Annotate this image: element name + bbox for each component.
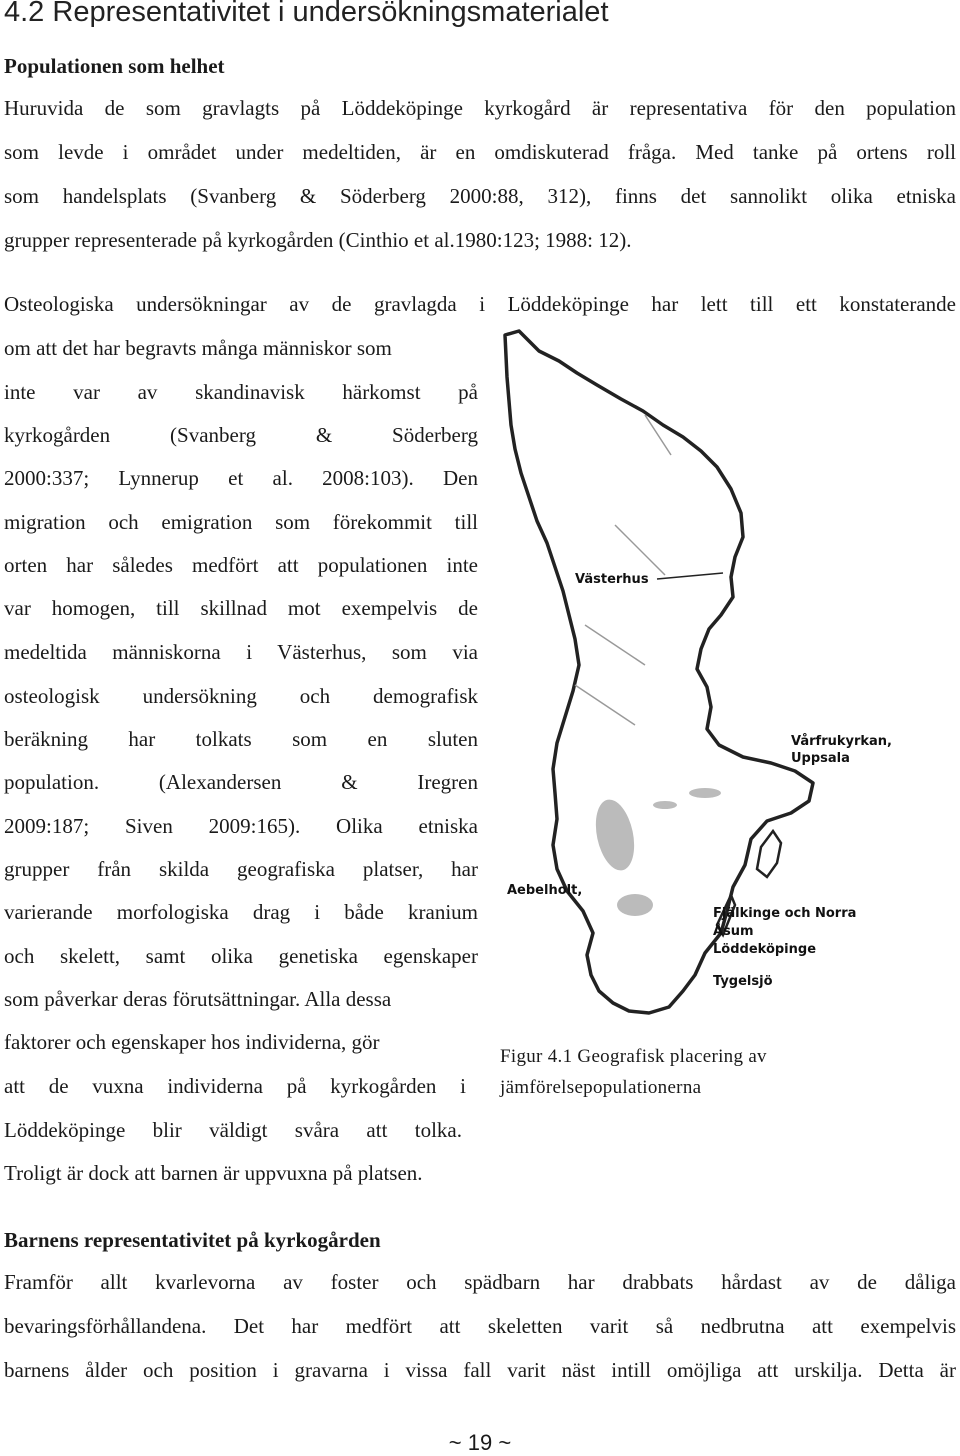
map-label-tygelsjo: Tygelsjö: [713, 974, 773, 989]
map-label-aebelholt: Aebelholt,: [507, 883, 583, 898]
para3-line: Framför allt kvarlevorna av foster och spädbarn har drabbats hårdast av de dåliga: [4, 1270, 956, 1294]
para2-column-line: migration och emigration som förekommit till: [4, 510, 478, 534]
para2-column-line: som påverkar deras förutsättningar. Alla dessa: [4, 987, 392, 1011]
para3-line: barnens ålder och position i gravarna i vissa fall varit näst intill omöjliga att urskilja. Detta är: [4, 1358, 956, 1382]
sweden-map-figure: [495, 325, 895, 1045]
map-label-varfrukyrkan: Vårfrukyrkan,: [791, 734, 892, 749]
para2-column-line: 2009:187; Siven 2009:165). Olika etniska: [4, 814, 478, 838]
section-heading: 4.2 Representativitet i undersökningsmaterialet: [4, 0, 609, 28]
gotland-island: [757, 831, 781, 877]
vasterhus-arrow: [657, 573, 723, 579]
para2-column-line: beräkning har tolkats som en sluten: [4, 727, 478, 751]
para1-line: grupper representerade på kyrkogården (Cinthio et al.1980:123; 1988: 12).: [4, 228, 632, 252]
map-label-loddekopinge: Löddeköpinge: [713, 942, 817, 957]
para3-line: bevaringsförhållandena. Det har medfört att skeletten varit så nedbrutna att exempelvis: [4, 1314, 956, 1338]
subheading-population: Populationen som helhet: [4, 54, 225, 78]
map-label-uppsala: Uppsala: [791, 751, 850, 766]
para2-column-line: inte var av skandinavisk härkomst på: [4, 380, 478, 404]
para2-column-line: 2000:337; Lynnerup et al. 2008:103). Den: [4, 466, 478, 490]
page-number: ~ 19 ~: [448, 1430, 512, 1455]
para2-line: Osteologiska undersökningar av de gravlagda i Löddeköpinge har lett till ett konstaterande: [4, 292, 956, 316]
para2-column-line: Löddeköpinge blir väldigt svåra att tolka.: [4, 1118, 462, 1142]
para1-line: Huruvida de som gravlagts på Löddeköpinge kyrkogård är representativa för den population: [4, 96, 956, 120]
subheading-children: Barnens representativitet på kyrkogården: [4, 1228, 381, 1252]
para2-column-line: faktorer och egenskaper hos individerna, gör: [4, 1030, 380, 1054]
map-label-fjalkinge: Fjälkinge och Norra: [713, 906, 857, 921]
para2-column-line: kyrkogården (Svanberg & Söderberg: [4, 423, 478, 447]
para2-column-line: var homogen, till skillnad mot exempelvis de: [4, 596, 478, 620]
para1-line: som levde i området under medeltiden, är en omdiskuterad fråga. Med tanke på ortens roll: [4, 140, 956, 164]
para2-column-line: om att det har begravts många människor som: [4, 336, 392, 360]
para2-column-line: medeltida människorna i Västerhus, som via: [4, 640, 478, 664]
lakes: [590, 788, 721, 916]
para2-column-line: population. (Alexandersen & Iregren: [4, 770, 478, 794]
map-label-vasterhus: Västerhus: [575, 572, 649, 587]
para2-column-line: att de vuxna individerna på kyrkogården i: [4, 1074, 466, 1098]
para2-column-line: orten har således medfört att populationen inte: [4, 553, 478, 577]
rivers: [575, 415, 671, 725]
map-label-asum: Åsum: [713, 924, 754, 939]
para2-line: Troligt är dock att barnen är uppvuxna på platsen.: [4, 1161, 423, 1185]
para2-column-line: och skelett, samt olika genetiska egenskaper: [4, 944, 478, 968]
para2-column-line: varierande morfologiska drag i både kranium: [4, 900, 478, 924]
figure-caption-line: jämförelsepopulationerna: [500, 1077, 702, 1098]
para2-column-line: osteologisk undersökning och demografisk: [4, 684, 478, 708]
para2-column-line: grupper från skilda geografiska platser, har: [4, 857, 478, 881]
para1-line: som handelsplats (Svanberg & Söderberg 2000:88, 312), finns det sannolikt olika etniska: [4, 184, 956, 208]
figure-caption-line: Figur 4.1 Geografisk placering av: [500, 1046, 767, 1067]
